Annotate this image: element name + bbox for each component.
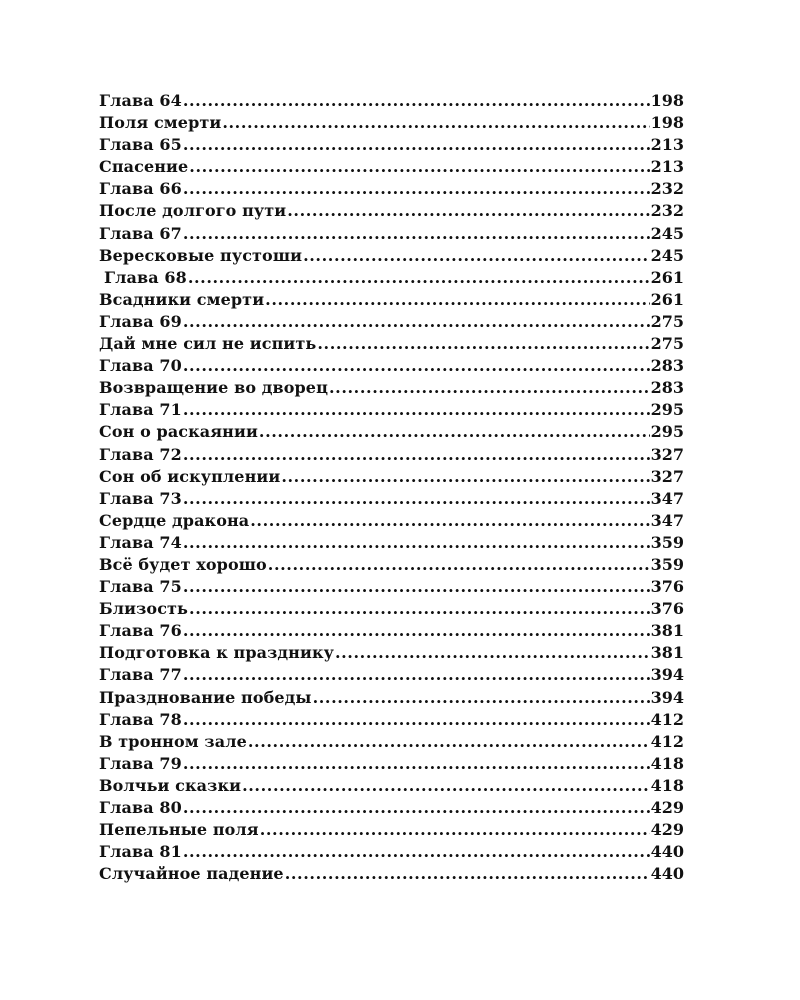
toc-entry xyxy=(99,841,684,863)
toc-entry-title: Сон об искуплении xyxy=(99,466,281,486)
toc-leader-dots xyxy=(285,863,650,885)
toc-entry xyxy=(99,664,684,686)
toc-leader-dots xyxy=(183,90,650,112)
toc-leader-dots xyxy=(183,488,650,510)
toc-entry-page: 440 xyxy=(650,864,684,884)
toc-leader-dots xyxy=(287,200,649,222)
toc-leader-dots xyxy=(189,598,650,620)
toc-entry xyxy=(99,576,684,598)
toc-entry-title: Глава 80 xyxy=(99,798,182,817)
toc-entry-page: 198 xyxy=(650,113,684,133)
toc-entry-page: 245 xyxy=(650,245,684,265)
toc-leader-dots xyxy=(183,620,650,642)
toc-entry-page: 376 xyxy=(650,599,684,619)
table-of-contents xyxy=(99,90,684,885)
toc-entry xyxy=(99,90,684,112)
toc-entry-title: Сон о раскаянии xyxy=(99,422,258,442)
toc-entry xyxy=(99,775,684,797)
toc-entry xyxy=(99,200,684,222)
toc-entry-title: Глава 64 xyxy=(99,91,182,110)
toc-leader-dots xyxy=(183,753,650,775)
toc-entry-page: 376 xyxy=(650,577,684,597)
toc-entry-title: В тронном зале xyxy=(99,731,247,751)
toc-entry-title: Дай мне сил не испить xyxy=(99,334,317,354)
toc-entry xyxy=(99,355,684,377)
toc-entry xyxy=(99,797,684,819)
toc-entry xyxy=(99,289,684,311)
toc-entry-page: 213 xyxy=(650,157,684,177)
toc-entry-page: 245 xyxy=(650,223,684,243)
toc-entry xyxy=(99,311,684,333)
toc-leader-dots xyxy=(183,178,650,200)
toc-leader-dots xyxy=(188,267,650,289)
toc-entry-title: Глава 71 xyxy=(99,400,182,420)
toc-entry xyxy=(99,267,684,289)
toc-entry-page: 359 xyxy=(650,532,684,552)
toc-leader-dots xyxy=(222,112,649,134)
toc-entry-title: Вересковые пустоши xyxy=(99,245,303,265)
toc-entry-page: 412 xyxy=(650,731,684,751)
toc-leader-dots xyxy=(183,709,650,731)
toc-entry-page: 418 xyxy=(650,753,684,773)
toc-entry-page: 347 xyxy=(650,488,684,508)
toc-entry xyxy=(99,642,684,664)
toc-entry xyxy=(99,488,684,510)
toc-leader-dots xyxy=(183,223,650,245)
toc-leader-dots xyxy=(183,355,650,377)
toc-leader-dots xyxy=(183,444,650,466)
toc-entry-title: Пепельные поля xyxy=(99,820,259,840)
toc-entry-page: 394 xyxy=(650,687,684,707)
toc-leader-dots xyxy=(260,819,650,841)
toc-entry-title: Глава 73 xyxy=(99,488,182,508)
toc-entry-page: 429 xyxy=(650,820,684,840)
toc-leader-dots xyxy=(183,532,650,554)
toc-leader-dots xyxy=(265,289,649,311)
toc-entry-page: 283 xyxy=(650,378,684,398)
toc-entry xyxy=(99,753,684,775)
toc-entry xyxy=(99,863,684,885)
toc-entry-page: 213 xyxy=(650,135,684,155)
toc-entry xyxy=(99,223,684,245)
toc-entry xyxy=(99,421,684,443)
toc-leader-dots xyxy=(248,731,650,753)
toc-entry-page: 394 xyxy=(650,665,684,685)
toc-leader-dots xyxy=(189,156,649,178)
toc-leader-dots xyxy=(268,554,650,576)
toc-leader-dots xyxy=(183,311,650,333)
toc-entry-title: Глава 69 xyxy=(99,311,182,331)
toc-leader-dots xyxy=(303,245,650,267)
toc-entry-title: Глава 77 xyxy=(99,665,182,685)
toc-entry-title: Всё будет хорошо xyxy=(99,554,267,574)
toc-entry-page: 198 xyxy=(650,91,684,110)
toc-entry-page: 295 xyxy=(650,400,684,420)
toc-entry-title: Глава 66 xyxy=(99,179,182,199)
toc-leader-dots xyxy=(259,421,650,443)
toc-leader-dots xyxy=(183,134,650,156)
toc-entry xyxy=(99,112,684,134)
toc-entry xyxy=(99,134,684,156)
toc-entry xyxy=(99,510,684,532)
toc-entry-title: Волчьи сказки xyxy=(99,775,242,795)
toc-leader-dots xyxy=(183,576,650,598)
toc-entry-page: 232 xyxy=(650,179,684,199)
toc-entry-title: Глава 78 xyxy=(99,709,182,729)
toc-entry-page: 381 xyxy=(650,621,684,641)
toc-leader-dots xyxy=(281,466,649,488)
toc-entry xyxy=(99,554,684,576)
toc-entry-title: После долгого пути xyxy=(99,201,287,221)
toc-entry-page: 381 xyxy=(650,643,684,663)
toc-entry-page: 429 xyxy=(650,798,684,817)
toc-entry-page: 412 xyxy=(650,709,684,729)
toc-entry-title: Поля смерти xyxy=(99,113,222,133)
toc-entry-title: Глава 67 xyxy=(99,223,182,243)
toc-entry-title: Подготовка к празднику xyxy=(99,643,334,663)
toc-entry-title: Случайное падение xyxy=(99,864,284,884)
toc-entry-title: Глава 70 xyxy=(99,356,182,376)
toc-entry-page: 283 xyxy=(650,356,684,376)
toc-entry-title: Глава 68 xyxy=(104,267,187,287)
toc-entry-title: Глава 79 xyxy=(99,753,182,773)
toc-entry xyxy=(99,466,684,488)
toc-leader-dots xyxy=(313,687,650,709)
toc-entry xyxy=(99,178,684,200)
toc-entry-page: 440 xyxy=(650,842,684,862)
toc-entry-title: Глава 81 xyxy=(99,842,182,862)
toc-entry-page: 347 xyxy=(650,510,684,530)
toc-entry-page: 232 xyxy=(650,201,684,221)
toc-entry xyxy=(99,245,684,267)
toc-entry-title: Сердце дракона xyxy=(99,510,250,530)
toc-entry-page: 261 xyxy=(650,289,684,309)
toc-entry-page: 275 xyxy=(650,311,684,331)
toc-entry xyxy=(99,687,684,709)
toc-entry-title: Близость xyxy=(99,599,189,619)
toc-entry-title: Спасение xyxy=(99,157,189,177)
toc-entry-title: Всадники смерти xyxy=(99,289,265,309)
toc-entry-page: 359 xyxy=(650,554,684,574)
toc-entry xyxy=(99,731,684,753)
toc-leader-dots xyxy=(183,664,650,686)
toc-entry-title: Глава 75 xyxy=(99,577,182,597)
toc-leader-dots xyxy=(183,797,650,819)
toc-entry-page: 261 xyxy=(650,267,684,287)
toc-leader-dots xyxy=(183,841,650,863)
toc-entry xyxy=(99,532,684,554)
toc-entry-page: 327 xyxy=(650,466,684,486)
toc-entry-title: Глава 76 xyxy=(99,621,182,641)
toc-entry xyxy=(99,377,684,399)
toc-leader-dots xyxy=(242,775,650,797)
toc-entry-title: Глава 72 xyxy=(99,444,182,464)
toc-entry-page: 275 xyxy=(650,334,684,354)
toc-entry-title: Глава 74 xyxy=(99,532,182,552)
toc-entry xyxy=(99,156,684,178)
toc-leader-dots xyxy=(317,333,649,355)
toc-entry-page: 295 xyxy=(650,422,684,442)
toc-entry xyxy=(99,399,684,421)
toc-entry xyxy=(99,620,684,642)
toc-entry-page: 327 xyxy=(650,444,684,464)
toc-entry xyxy=(99,333,684,355)
toc-entry-title: Возвращение во дворец xyxy=(99,378,328,398)
toc-leader-dots xyxy=(335,642,650,664)
toc-entry xyxy=(99,819,684,841)
toc-entry xyxy=(99,598,684,620)
toc-entry-title: Празднование победы xyxy=(99,687,312,707)
toc-leader-dots xyxy=(183,399,650,421)
toc-entry xyxy=(99,444,684,466)
toc-entry-title: Глава 65 xyxy=(99,135,182,155)
toc-leader-dots xyxy=(250,510,649,532)
toc-leader-dots xyxy=(329,377,650,399)
toc-entry-page: 418 xyxy=(650,775,684,795)
toc-entry xyxy=(99,709,684,731)
